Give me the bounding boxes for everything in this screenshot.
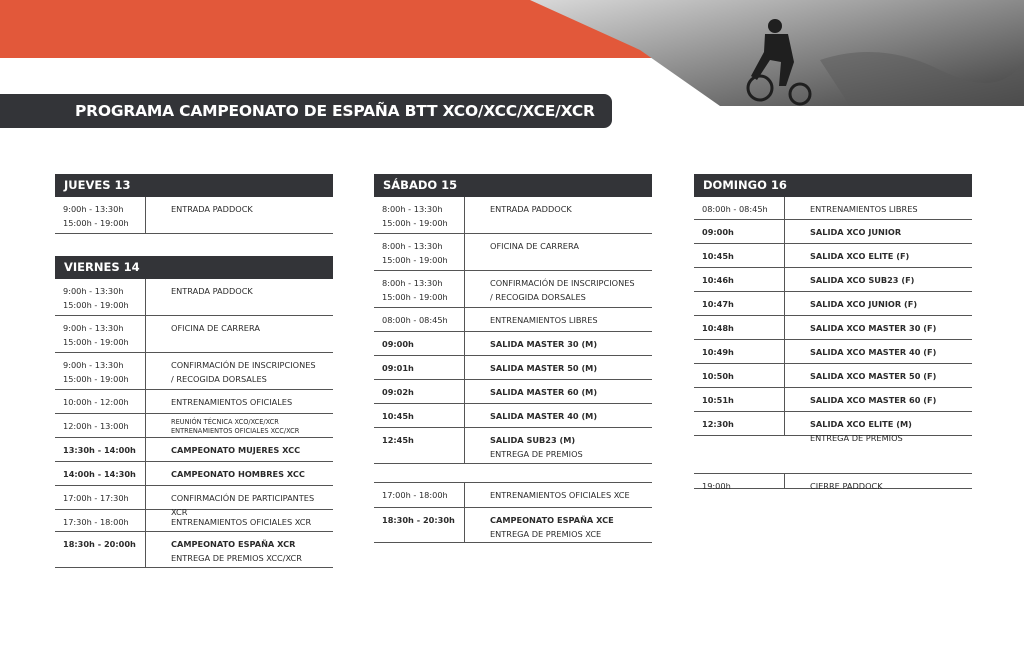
text-line: 19:00h (702, 481, 731, 491)
table-row (374, 508, 652, 543)
text-line: SALIDA XCO JUNIOR (810, 227, 902, 237)
event-cell (465, 308, 598, 331)
day-header-domingo: DOMINGO 16 (694, 174, 972, 197)
event-cell (785, 316, 936, 339)
spacer-row (374, 464, 652, 483)
day-jueves (55, 174, 333, 234)
header-banner (0, 0, 1024, 108)
event-cell (465, 271, 635, 307)
text-line: 10:00h - 12:00h (63, 397, 129, 407)
day-viernes (55, 256, 333, 568)
event-cell (465, 404, 597, 427)
time-cell (694, 340, 785, 363)
text-line: 10:48h (702, 323, 734, 333)
text-line: 09:00h (382, 339, 414, 349)
text-line: SALIDA XCO MASTER 50 (F) (810, 371, 937, 381)
event-cell (465, 380, 597, 403)
event-cell (146, 353, 316, 389)
text-line: SALIDA XCO ELITE (M) (810, 419, 912, 429)
text-line: SALIDA XCO MASTER 60 (F) (810, 395, 937, 405)
table-row (374, 380, 652, 404)
event-cell (465, 197, 572, 233)
text-line: REUNIÓN TÉCNICA XCO/XCE/XCR (171, 418, 279, 426)
text-line: SALIDA MASTER 50 (M) (490, 363, 598, 373)
schedule-list (55, 197, 333, 234)
text-line: CAMPEONATO HOMBRES XCC (171, 469, 305, 479)
text-line: CONFIRMACIÓN DE PARTICIPANTES XCR (171, 493, 315, 517)
time-cell (374, 332, 465, 355)
event-cell (146, 462, 305, 485)
text-line: 8:00h - 13:30h (382, 204, 443, 214)
table-row (374, 308, 652, 332)
event-cell (146, 390, 292, 413)
text-line: ENTRENAMIENTOS OFICIALES (171, 397, 293, 407)
schedule-list (374, 197, 652, 543)
time-cell (55, 316, 146, 352)
event-cell (785, 268, 914, 291)
text-line: 8:00h - 13:30h (382, 241, 443, 251)
event-cell (146, 486, 333, 517)
text-line: 15:00h - 19:00h (382, 217, 448, 228)
table-row (374, 356, 652, 380)
table-row (55, 316, 333, 353)
text-line: 15:00h - 19:00h (382, 254, 448, 265)
event-cell (146, 316, 260, 352)
text-line: 8:00h - 13:30h (382, 278, 443, 288)
text-line: 9:00h - 13:30h (63, 360, 124, 370)
time-cell (55, 279, 146, 315)
text-line: 9:00h - 13:30h (63, 204, 124, 214)
text-line: / RECOGIDA DORSALES (171, 373, 267, 384)
text-line: 15:00h - 19:00h (382, 291, 448, 302)
event-cell (785, 474, 883, 491)
text-line: 09:00h (702, 227, 734, 237)
table-row (694, 197, 972, 220)
table-row (374, 404, 652, 428)
event-cell (785, 340, 936, 363)
table-row (55, 462, 333, 486)
text-line: 12:00h - 13:00h (63, 421, 129, 431)
table-row (694, 316, 972, 340)
text-line: CAMPEONATO MUJERES XCC (171, 445, 301, 455)
table-row (55, 532, 333, 568)
table-row (694, 364, 972, 388)
table-row (374, 332, 652, 356)
table-row (694, 220, 972, 244)
table-row (55, 486, 333, 517)
time-cell (55, 486, 146, 509)
text-line: 08:00h - 08:45h (702, 204, 768, 214)
text-line: SALIDA MASTER 60 (M) (490, 387, 598, 397)
event-cell (146, 414, 299, 437)
text-line: 9:00h - 13:30h (63, 286, 124, 296)
text-line: 18:30h - 20:00h (63, 539, 136, 549)
event-subline: ENTREGA DE PREMIOS XCE (490, 528, 602, 539)
schedule-list (694, 197, 972, 489)
text-line: 09:02h (382, 387, 414, 397)
time-cell (694, 316, 785, 339)
time-cell (374, 508, 465, 542)
text-line: 10:51h (702, 395, 734, 405)
text-line: CIERRE PADDOCK (810, 481, 883, 491)
time-cell (55, 438, 146, 461)
time-cell (55, 462, 146, 485)
table-row (55, 438, 333, 462)
text-line: 08:00h - 08:45h (382, 315, 448, 325)
event-cell (146, 532, 302, 567)
text-line: 10:45h (702, 251, 734, 261)
time-cell (694, 197, 785, 219)
event-cell (465, 483, 630, 507)
text-line: 12:45h (382, 435, 414, 445)
event-subline: ENTREGA DE PREMIOS (810, 432, 903, 443)
text-line: 10:49h (702, 347, 734, 357)
text-line: SALIDA XCO SUB23 (F) (810, 275, 915, 285)
table-row (374, 271, 652, 308)
text-line: 12:30h (702, 419, 734, 429)
text-line: ENTRENAMIENTOS LIBRES (810, 204, 918, 214)
text-line: CAMPEONATO ESPAÑA XCE (490, 515, 614, 525)
event-cell (785, 292, 917, 315)
table-row (374, 483, 652, 508)
text-line: 14:00h - 14:30h (63, 469, 136, 479)
text-line: ENTRENAMIENTOS LIBRES (490, 315, 598, 325)
time-cell (374, 234, 465, 270)
event-subline: ENTREGA DE PREMIOS (490, 448, 583, 459)
day-header-viernes: VIERNES 14 (55, 256, 333, 279)
text-line: 13:30h - 14:00h (63, 445, 136, 455)
time-cell (694, 388, 785, 411)
table-row (694, 340, 972, 364)
table-row (694, 244, 972, 268)
time-cell (374, 356, 465, 379)
text-line: SALIDA XCO MASTER 40 (F) (810, 347, 937, 357)
text-line: 15:00h - 19:00h (63, 299, 129, 310)
text-line: SALIDA MASTER 40 (M) (490, 411, 598, 421)
text-line: CONFIRMACIÓN DE INSCRIPCIONES (171, 360, 316, 370)
event-cell (785, 412, 912, 443)
text-line: CONFIRMACIÓN DE INSCRIPCIONES (490, 278, 635, 288)
text-line: ENTRADA PADDOCK (171, 286, 253, 296)
time-cell (374, 428, 465, 463)
table-row (694, 474, 972, 489)
table-row (55, 353, 333, 390)
text-line: 10:45h (382, 411, 414, 421)
text-line: SALIDA XCO ELITE (F) (810, 251, 910, 261)
schedule-list (55, 279, 333, 568)
page-title: PROGRAMA CAMPEONATO DE ESPAÑA BTT XCO/XCC/XCE/XCR (75, 102, 595, 120)
time-cell (55, 390, 146, 413)
event-cell (465, 508, 614, 542)
text-line: ENTRADA PADDOCK (171, 204, 253, 214)
event-cell (146, 438, 300, 461)
table-row (55, 510, 333, 532)
time-cell (694, 412, 785, 435)
text-line: 15:00h - 19:00h (63, 217, 129, 228)
text-line: 15:00h - 19:00h (63, 373, 129, 384)
time-cell (694, 364, 785, 387)
time-cell (374, 271, 465, 307)
day-header-sabado: SÁBADO 15 (374, 174, 652, 197)
table-row (374, 428, 652, 464)
table-row (55, 197, 333, 234)
day-domingo (694, 174, 972, 489)
event-cell (146, 197, 253, 233)
event-cell (785, 220, 901, 243)
table-row (55, 414, 333, 438)
text-line: OFICINA DE CARRERA (171, 323, 260, 333)
text-line: 17:00h - 17:30h (63, 493, 129, 503)
text-line: ENTRENAMIENTOS OFICIALES XCE (490, 490, 630, 500)
time-cell (55, 353, 146, 389)
text-line: 17:00h - 18:00h (382, 490, 448, 500)
time-cell (374, 197, 465, 233)
event-cell (785, 364, 936, 387)
text-line: 18:30h - 20:30h (382, 515, 455, 525)
event-cell (785, 388, 936, 411)
time-cell (694, 244, 785, 267)
text-line: SALIDA XCO JUNIOR (F) (810, 299, 918, 309)
day-sabado (374, 174, 652, 543)
text-line: 10:46h (702, 275, 734, 285)
text-line: 15:00h - 19:00h (63, 336, 129, 347)
text-line: SALIDA XCO MASTER 30 (F) (810, 323, 937, 333)
text-line: 17:30h - 18:00h (63, 517, 129, 527)
time-cell (55, 510, 146, 531)
time-cell (374, 380, 465, 403)
table-row (55, 279, 333, 316)
table-row (694, 292, 972, 316)
text-line: 10:47h (702, 299, 734, 309)
text-line: CAMPEONATO ESPAÑA XCR (171, 539, 296, 549)
table-row (694, 412, 972, 443)
time-cell (694, 474, 785, 491)
text-line: 10:50h (702, 371, 734, 381)
text-line: OFICINA DE CARRERA (490, 241, 579, 251)
event-cell (146, 279, 253, 315)
time-cell (55, 197, 146, 233)
text-line: ENTRENAMIENTOS OFICIALES XCR (171, 517, 312, 527)
event-subline: ENTREGA DE PREMIOS XCC/XCR (171, 552, 302, 563)
event-cell (785, 244, 909, 267)
time-cell (55, 532, 146, 567)
time-cell (694, 268, 785, 291)
time-cell (374, 483, 465, 507)
text-line: / RECOGIDA DORSALES (490, 291, 586, 302)
event-cell (465, 234, 579, 270)
day-header-jueves: JUEVES 13 (55, 174, 333, 197)
text-line: ENTRENAMIENTOS OFICIALES XCC/XCR (171, 427, 300, 435)
event-cell (465, 428, 583, 463)
table-row (55, 390, 333, 414)
text-line: 9:00h - 13:30h (63, 323, 124, 333)
time-cell (374, 308, 465, 331)
event-cell (785, 197, 918, 219)
time-cell (374, 404, 465, 427)
table-row (694, 388, 972, 412)
table-row (694, 268, 972, 292)
time-cell (694, 292, 785, 315)
text-line: SALIDA MASTER 30 (M) (490, 339, 598, 349)
event-cell (465, 356, 597, 379)
table-row (374, 234, 652, 271)
event-cell (146, 510, 311, 531)
time-cell (694, 220, 785, 243)
table-row (374, 197, 652, 234)
text-line: ENTRADA PADDOCK (490, 204, 572, 214)
text-line: 09:01h (382, 363, 414, 373)
event-cell (465, 332, 597, 355)
time-cell (55, 414, 146, 437)
text-line: SALIDA SUB23 (M) (490, 435, 576, 445)
title-bar (0, 94, 612, 128)
